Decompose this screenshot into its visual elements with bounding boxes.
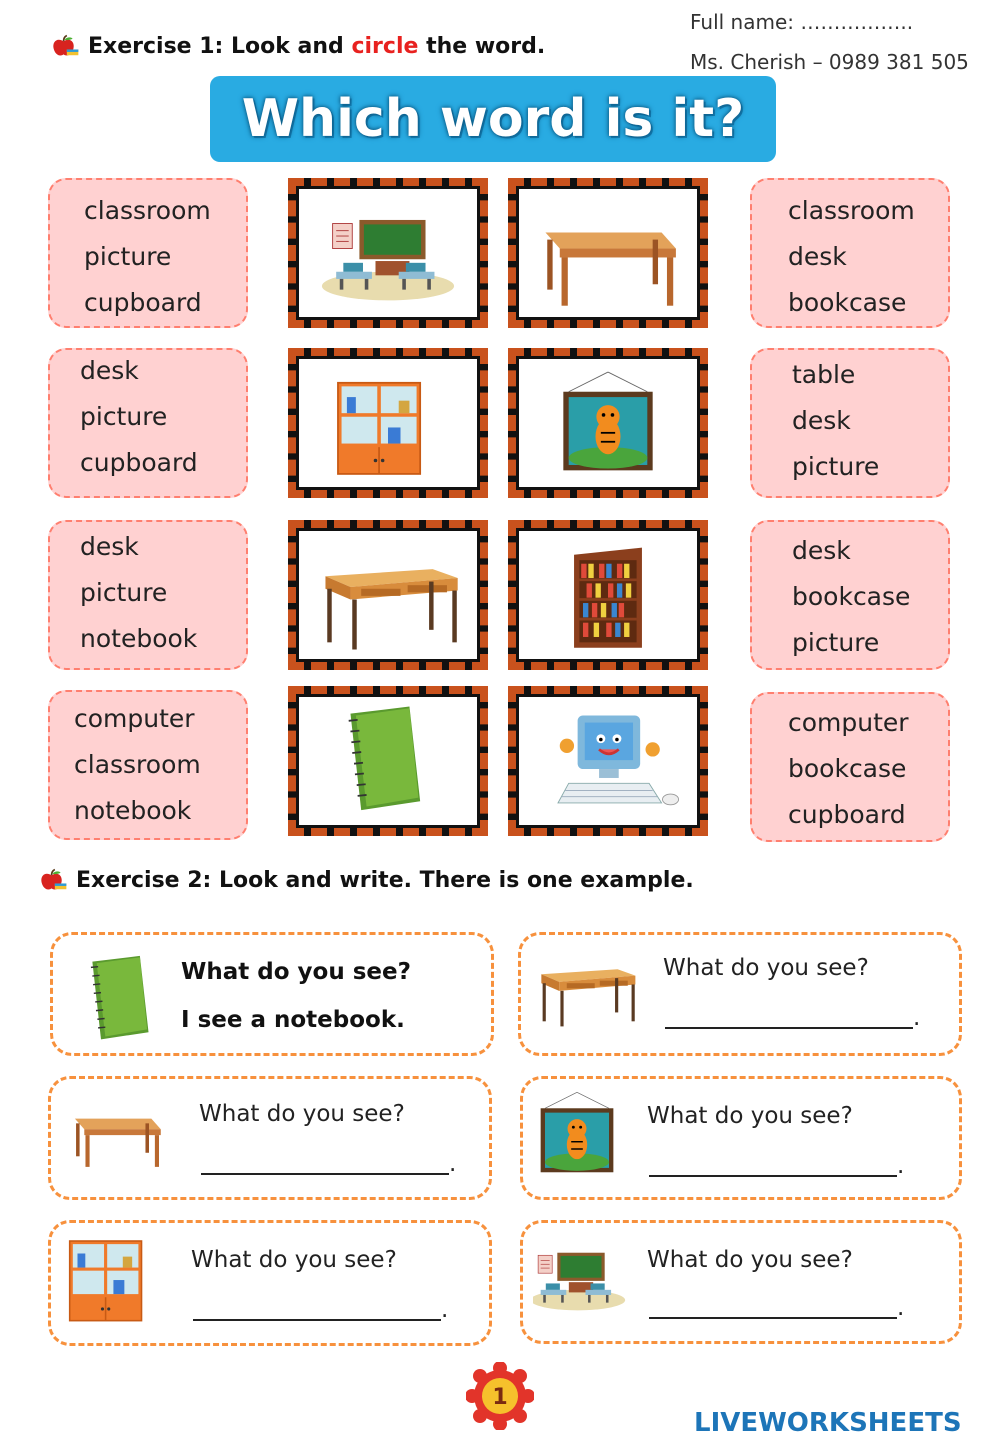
- example-answer: I see a notebook.: [181, 1007, 405, 1033]
- table-icon: [516, 186, 700, 320]
- classroom-icon: [296, 186, 480, 320]
- desk-icon: [296, 528, 480, 662]
- apple-icon: [52, 34, 80, 60]
- word-option[interactable]: picture: [84, 242, 172, 271]
- word-option[interactable]: table: [792, 360, 856, 389]
- word-option[interactable]: desk: [792, 536, 851, 565]
- question-box-picture: What do you see? .: [520, 1076, 962, 1200]
- notebook-picture: [288, 686, 488, 836]
- example-box: [50, 932, 494, 1056]
- word-option[interactable]: picture: [792, 628, 880, 657]
- answer-blank[interactable]: [193, 1319, 441, 1321]
- question-text: What do you see?: [647, 1247, 853, 1273]
- question-text: What do you see?: [663, 955, 869, 981]
- computer-icon: [516, 694, 700, 828]
- question-box-cupboard: What do you see? .: [48, 1220, 492, 1346]
- cupboard-picture: [288, 348, 488, 498]
- desk-picture: [288, 520, 488, 670]
- banner-title: Which word is it?: [241, 89, 745, 149]
- word-option[interactable]: picture: [792, 452, 880, 481]
- question-box-desk: What do you see? .: [518, 932, 962, 1056]
- circle-keyword: circle: [351, 34, 419, 59]
- desk-icon: [535, 949, 643, 1039]
- answer-blank[interactable]: [649, 1175, 897, 1177]
- notebook-icon: [296, 694, 480, 828]
- tiger-picture-icon: [516, 356, 700, 490]
- bookcase-picture: [508, 520, 708, 670]
- exercise2-title: Exercise 2: Look and write. There is one example.: [76, 868, 694, 893]
- word-option[interactable]: desk: [80, 532, 139, 561]
- apple-icon: [40, 868, 68, 894]
- word-option[interactable]: computer: [74, 704, 195, 733]
- table-icon: [69, 1103, 169, 1179]
- word-option[interactable]: picture: [80, 402, 168, 431]
- question-box-table: What do you see? .: [48, 1076, 492, 1200]
- word-option[interactable]: classroom: [74, 750, 201, 779]
- left-word-box-1: [48, 178, 248, 328]
- answer-blank[interactable]: [201, 1173, 449, 1175]
- word-option[interactable]: cupboard: [788, 800, 906, 829]
- question-text: What do you see?: [191, 1247, 397, 1273]
- classroom-picture: [288, 178, 488, 328]
- question-box-classroom: What do you see? .: [520, 1220, 962, 1344]
- word-option[interactable]: picture: [80, 578, 168, 607]
- notebook-icon: [79, 953, 159, 1043]
- right-word-box-3: [750, 520, 950, 670]
- cupboard-icon: [65, 1235, 147, 1329]
- answer-blank[interactable]: [649, 1317, 897, 1319]
- word-option[interactable]: desk: [792, 406, 851, 435]
- word-option[interactable]: bookcase: [792, 582, 911, 611]
- bookcase-icon: [516, 528, 700, 662]
- right-word-box-2: [750, 348, 950, 498]
- example-question: What do you see?: [181, 959, 411, 985]
- right-word-box-1: [750, 178, 950, 328]
- title-banner: [210, 76, 776, 162]
- left-word-box-3: [48, 520, 248, 670]
- tiger-picture-icon: [537, 1087, 617, 1179]
- right-word-box-4: [750, 692, 950, 842]
- teacher-contact: Ms. Cherish – 0989 381 505: [690, 50, 969, 74]
- cupboard-icon: [296, 356, 480, 490]
- table-picture: [508, 178, 708, 328]
- tiger-picture: [508, 348, 708, 498]
- page-number-badge: [466, 1362, 534, 1430]
- word-option[interactable]: cupboard: [80, 448, 198, 477]
- exercise1-title: Exercise 1: Look and circle the word.: [88, 34, 546, 59]
- word-option[interactable]: cupboard: [84, 288, 202, 317]
- page-number: 1: [492, 1385, 508, 1410]
- word-option[interactable]: classroom: [788, 196, 915, 225]
- question-text: What do you see?: [647, 1103, 853, 1129]
- classroom-icon: [533, 1235, 629, 1321]
- liveworksheets-logo[interactable]: LIVEWORKSHEETS: [694, 1408, 962, 1438]
- computer-picture: [508, 686, 708, 836]
- full-name-field[interactable]: Full name: ……………..: [690, 10, 914, 34]
- word-option[interactable]: classroom: [84, 196, 211, 225]
- word-option[interactable]: notebook: [80, 624, 198, 653]
- word-option[interactable]: bookcase: [788, 288, 907, 317]
- word-option[interactable]: notebook: [74, 796, 192, 825]
- word-option[interactable]: computer: [788, 708, 909, 737]
- word-option[interactable]: desk: [80, 356, 139, 385]
- word-option[interactable]: desk: [788, 242, 847, 271]
- left-word-box-4: [48, 690, 248, 840]
- question-text: What do you see?: [199, 1101, 405, 1127]
- left-word-box-2: [48, 348, 248, 498]
- answer-blank[interactable]: [665, 1027, 913, 1029]
- word-option[interactable]: bookcase: [788, 754, 907, 783]
